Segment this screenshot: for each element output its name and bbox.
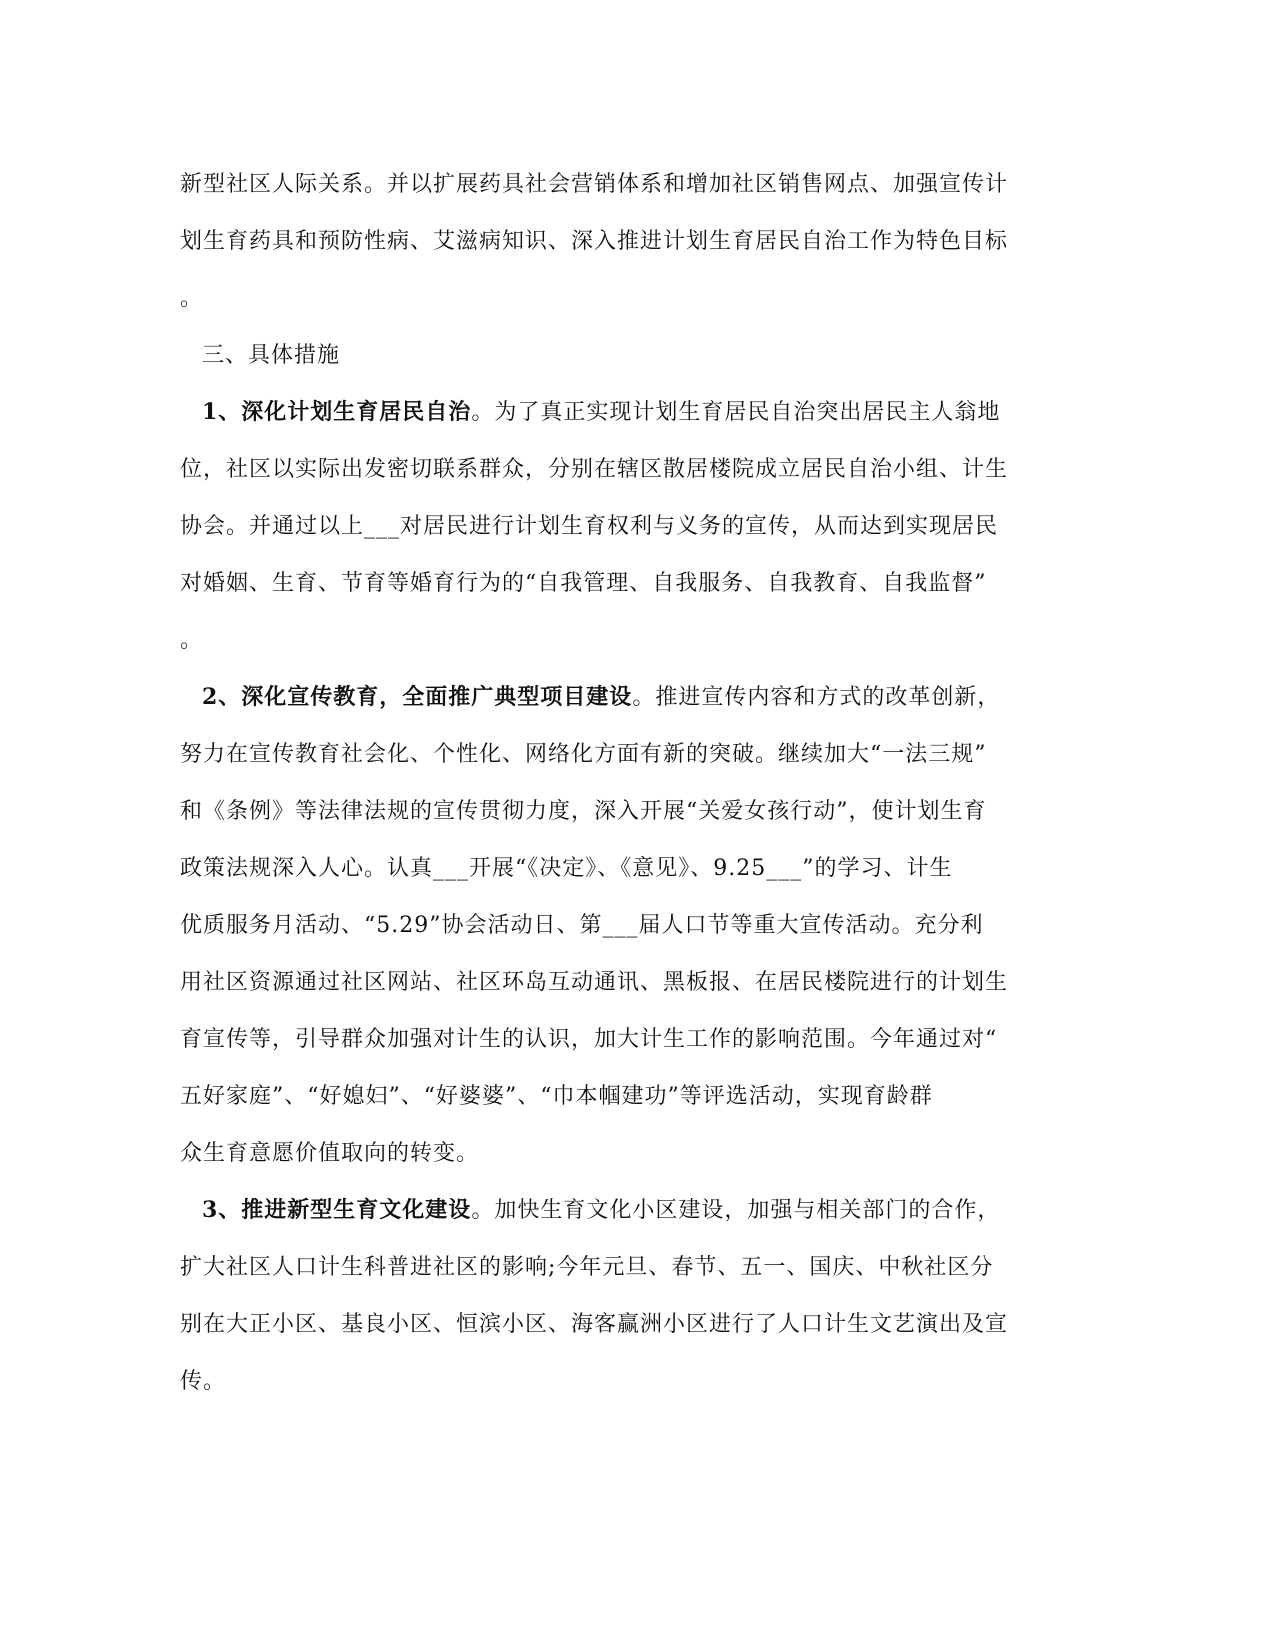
text-line: 众生育意愿价值取向的转变。 xyxy=(180,1141,480,1166)
text-line: 育宣传等，引导群众加强对计生的认识，加大计生工作的影响范围。今年通过对“ xyxy=(180,1027,998,1052)
text-line: 和《条例》等法律法规的宣传贯彻力度，深入开展“关爱女孩行动”，使计划生育 xyxy=(180,799,987,824)
measure-title: 3、推进新型生育文化建设 xyxy=(202,1197,472,1223)
text-line: 政策法规深入人心。认真___开展“《决定》、《意见》、9.25___”的学习、计生 xyxy=(180,856,953,881)
text-line: 优质服务月活动、“5.29”协会活动日、第___届人口节等重大宣传活动。充分利 xyxy=(180,913,984,938)
text-line: 协会。并通过以上___对居民进行计划生育权利与义务的宣传，从而达到实现居民 xyxy=(180,514,999,539)
paragraph-lead-line xyxy=(180,669,1040,726)
text-line: 新型社区人际关系。并以扩展药具社会营销体系和增加社区销售网点、加强宣传计 xyxy=(180,172,1009,197)
text-line: 。 xyxy=(180,286,204,311)
text-line: 扩大社区人口计生科普进社区的影响;今年元旦、春节、五一、国庆、中秋社区分 xyxy=(180,1255,994,1280)
measure-text: 。为了真正实现计划生育居民自治突出居民主人翁地 xyxy=(471,400,1001,425)
paragraph-lead-line xyxy=(180,1182,1040,1239)
paragraph-lead-line xyxy=(180,384,1040,441)
text-line: 位，社区以实际出发密切联系群众，分别在辖区散居楼院成立居民自治小组、计生 xyxy=(180,457,1009,482)
text-line: 用社区资源通过社区网站、社区环岛互动通讯、黑板报、在居民楼院进行的计划生 xyxy=(180,970,1009,995)
text-line: 划生育药具和预防性病、艾滋病知识、深入推进计划生育居民自治工作为特色目标 xyxy=(180,229,1009,254)
text-line: 传。 xyxy=(180,1369,227,1394)
text-line: 五好家庭”、“好媳妇”、“好婆婆”、“巾本帼建功”等评选活动，实现育龄群 xyxy=(180,1084,933,1109)
measure-title: 1、深化计划生育居民自治 xyxy=(202,399,472,425)
text-line: 别在大正小区、基良小区、恒滨小区、海客赢洲小区进行了人口计生文艺演出及宣 xyxy=(180,1312,1009,1337)
text-line: 努力在宣传教育社会化、个性化、网络化方面有新的突破。继续加大“一法三规” xyxy=(180,742,987,767)
text-line: 。 xyxy=(180,628,204,653)
document-body xyxy=(180,156,1040,1410)
section-heading: 三、具体措施 xyxy=(202,343,341,368)
measure-text: 。推进宣传内容和方式的改革创新， xyxy=(632,685,1001,710)
measure-title: 2、深化宣传教育，全面推广典型项目建设 xyxy=(202,684,633,710)
text-line: 对婚姻、生育、节育等婚育行为的“自我管理、自我服务、自我教育、自我监督” xyxy=(180,571,987,596)
measure-text: 。加快生育文化小区建设，加强与相关部门的合作， xyxy=(471,1198,1001,1223)
